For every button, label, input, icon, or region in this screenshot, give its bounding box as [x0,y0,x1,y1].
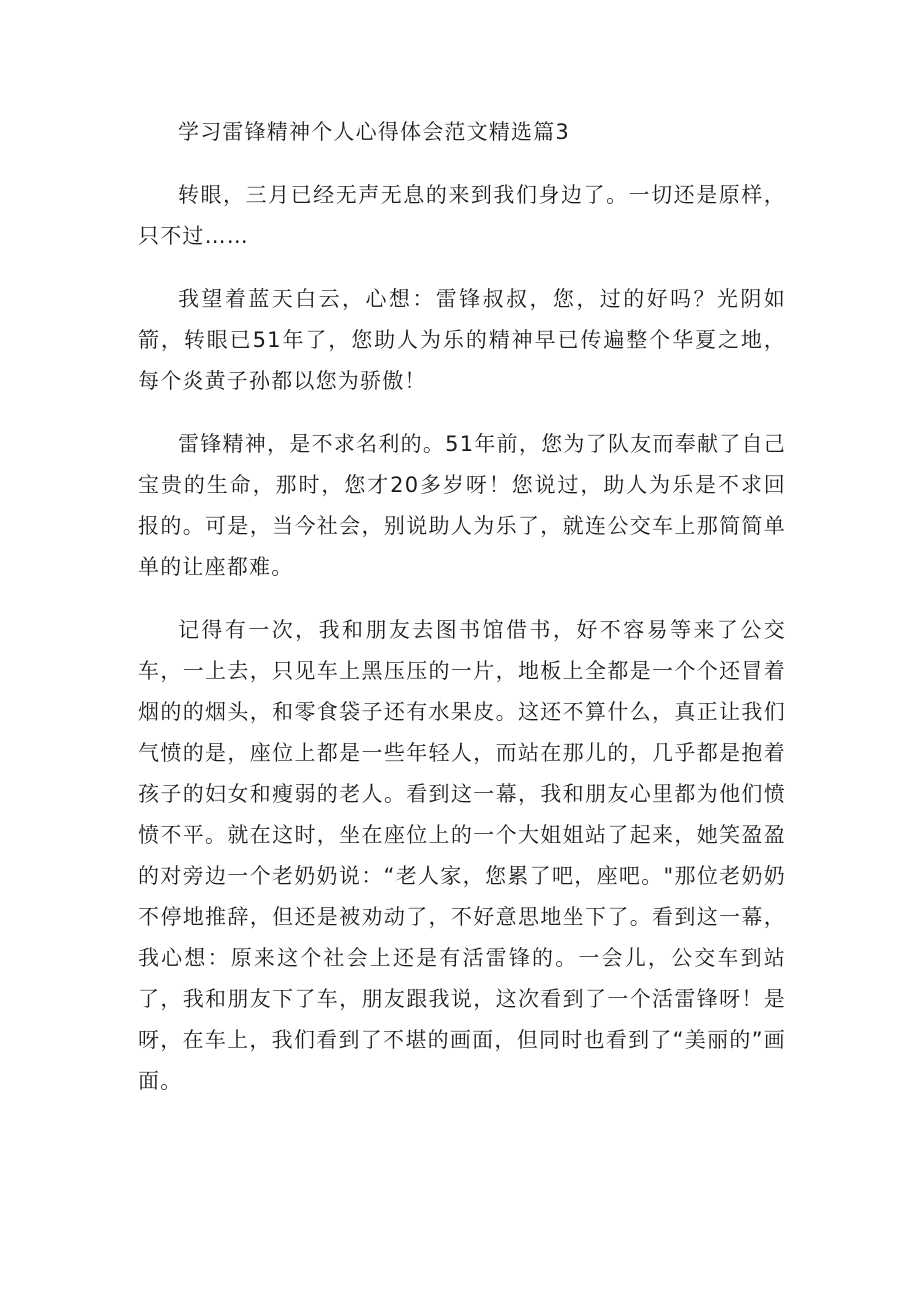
document-title: 学习雷锋精神个人心得体会范文精选篇3 [178,120,570,144]
paragraph-1: 转眼，三月已经无声无息的来到我们身边了。一切还是原样，只不过…… [138,183,786,248]
paragraph-2: 我望着蓝天白云，心想：雷锋叔叔，您，过的好吗？光阴如箭，转眼已51年了，您助人为乐的精神早已传遍整个华夏之地，每个炎黄子孙都以您为骄傲！ [138,287,786,393]
paragraph-3: 雷锋精神，是不求名利的。51年前，您为了队友而奉献了自己宝贵的生命，那时，您才20多岁呀！您说过，助人为乐是不求回报的。可是，当今社会，别说助人为乐了，就连公交车上那简简单单的让座都难。 [138,432,786,579]
paragraph-4: 记得有一次，我和朋友去图书馆借书，好不容易等来了公交车，一上去，只见车上黑压压的一片，地板上全都是一个个还冒着烟的的烟头，和零食袋子还有水果皮。这还不算什么，真正让我们气愤的是，座位上都是一些年轻人，而站在那儿的，几乎都是抱着孩子的妇女和瘦弱的老人。看到这一幕，我和朋友心里都为他们愤愤不平。就在这时，坐在座位上的一个大姐姐站了起来，她笑盈盈的对旁边一个老奶奶说：“老人家，您累了吧，座吧。"那位老奶奶不停地推辞，但还是被劝动了，不好意思地坐下了。看到这一幕，我心想：原来这个社会上还是有活雷锋的。一会儿，公交车到站了，我和朋友下了车，朋友跟我说，这次看到了一个活雷锋呀！是呀，在车上，我们看到了不堪的画面，但同时也看到了“美丽的”画面。 [138,618,786,1093]
